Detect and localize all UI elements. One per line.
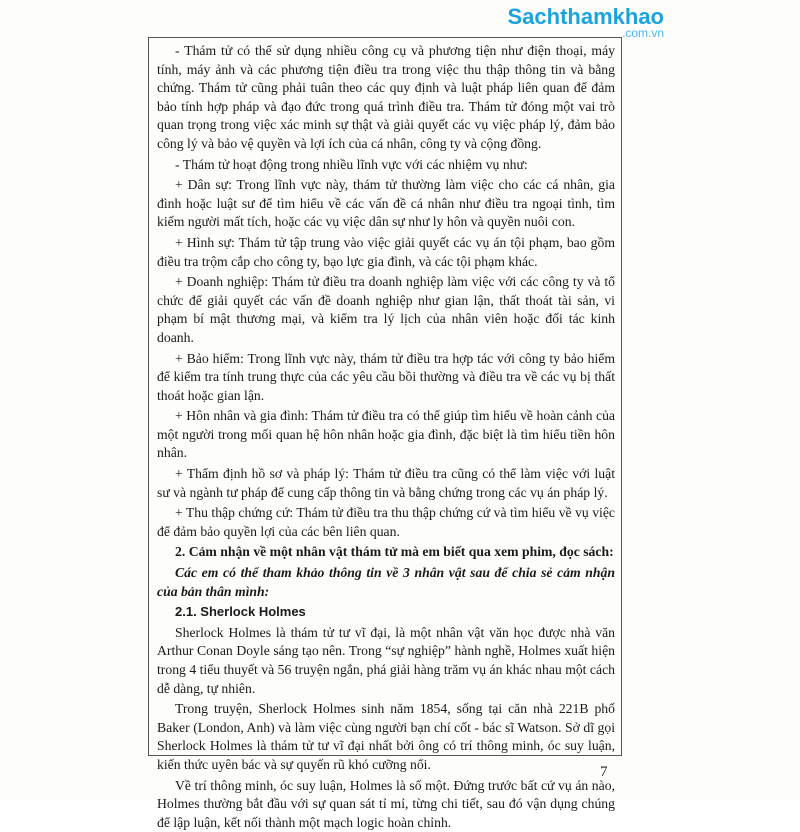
paragraph-fields-intro: - Thám tử hoạt động trong nhiều lĩnh vực với các nhiệm vụ như: bbox=[175, 156, 528, 172]
paragraph-insurance: + Bảo hiểm: Trong lĩnh vực này, thám tử điều tra hợp tác với công ty bảo hiểm để kiểm tra tính trung thực của các yêu cầu bồi thường và điều tra về các vụ bị thất thoát hoặc gian lận. bbox=[157, 350, 615, 403]
paragraph-business: + Doanh nghiệp: Thám tử điều tra doanh nghiệp làm việc với các công ty và tổ chức để giải quyết các vấn đề doanh nghiệp như gian lận, thất thoát tài sản, vi phạm bí mật thương mại, và kiểm tra lý lịch của nhân viên hoặc đối tác kinh doanh. bbox=[157, 274, 615, 345]
paragraph-holmes-intellect: Về trí thông minh, óc suy luận, Holmes là số một. Đứng trước bất cứ vụ án nào, Holmes thường bắt đầu với sự quan sát tỉ mỉ, từng chi tiết, sau đó vận dụng chúng để lập luận, kết nối thành một mạch logic hoàn chỉnh. bbox=[157, 777, 615, 830]
subsection-heading: 2.1. Sherlock Holmes bbox=[175, 604, 306, 620]
page-number: 7 bbox=[600, 764, 608, 780]
paragraph-holmes-bio: Trong truyện, Sherlock Holmes sinh năm 1854, sống tại căn nhà 221B phố Baker (London, Anh) và làm việc cùng người bạn chí cốt - bác sĩ Watson. Sở dĩ gọi Sherlock Holmes là thám tử tư vĩ đại nhất bởi ông có trí thông minh, óc suy luận, kiến thức uyên bác và sự quyến rũ khó cưỡng nổi. bbox=[157, 701, 615, 772]
paragraph-marriage: + Hôn nhân và gia đình: Thám tử điều tra có thể giúp tìm hiểu về hoàn cảnh của một người trong mối quan hệ hôn nhân hoặc gia đình, đặc biệt là tìm hiểu tiền hôn nhân. bbox=[157, 408, 615, 461]
text-frame bbox=[148, 37, 622, 830]
watermark-sub: .com.vn bbox=[621, 26, 664, 40]
section-instruction: Các em có thể tham khảo thông tin về 3 nhân vật sau để chia sẻ cảm nhận của bản thân mình: bbox=[157, 565, 615, 599]
paragraph-tools: - Thám tử có thể sử dụng nhiều công cụ và phương tiện như điện thoại, máy tính, máy ảnh và các phương tiện điều tra trong việc thu thập thông tin và bằng chứng. Thám tử cũng phải tuân theo các quy định và luật pháp liên quan để đảm bảo tính hợp pháp và đạo đức trong quá trình điều tra. Thám tử đóng một vai trò quan trọng trong việc xác minh sự thật và giải quyết các vụ việc pháp lý, đảm bảo công lý và bảo vệ quyền và lợi ích của cá nhân, công ty và cộng đồng. bbox=[157, 43, 615, 151]
section-heading: 2. Cảm nhận về một nhân vật thám tử mà em biết qua xem phim, đọc sách: bbox=[175, 544, 614, 560]
paragraph-evidence: + Thu thập chứng cứ: Thám tử điều tra thu thập chứng cứ và tìm hiểu về vụ việc để đảm bảo quyền lợi của các bên liên quan. bbox=[157, 505, 615, 539]
paragraph-criminal: + Hình sự: Thám tử tập trung vào việc giải quyết các vụ án tội phạm, bao gồm điều tra trộm cắp cho công ty, bạo lực gia đình, và các tội phạm khác. bbox=[157, 234, 615, 269]
paragraph-legal: + Thẩm định hồ sơ và pháp lý: Thám tử điều tra cũng có thể làm việc với luật sư và ngành tư pháp để cung cấp thông tin và bằng chứng trong các vụ án pháp lý. bbox=[157, 466, 615, 500]
watermark-main: Sachthamkhao bbox=[507, 4, 664, 29]
watermark-logo bbox=[508, 6, 665, 39]
paragraph-holmes-intro: Sherlock Holmes là thám tử tư vĩ đại, là một nhân vật văn học được nhà văn Arthur Conan Doyle sáng tạo nên. Trong “sự nghiệp” hành nghề, Holmes xuất hiện trong 4 tiểu thuyết và 56 truyện ngắn, phá giải hàng trăm vụ án khác nhau một cách dễ dàng, tự nhiên. bbox=[157, 624, 615, 696]
paragraph-civil: + Dân sự: Trong lĩnh vực này, thám tử thường làm việc cho các cá nhân, gia đình hoặc luật sư để tìm hiểu về các vấn đề cá nhân như điều tra ngoại tình, tìm kiếm người mất tích, hoặc các vụ việc dân sự như ly hôn và quyền nuôi con. bbox=[157, 177, 615, 230]
